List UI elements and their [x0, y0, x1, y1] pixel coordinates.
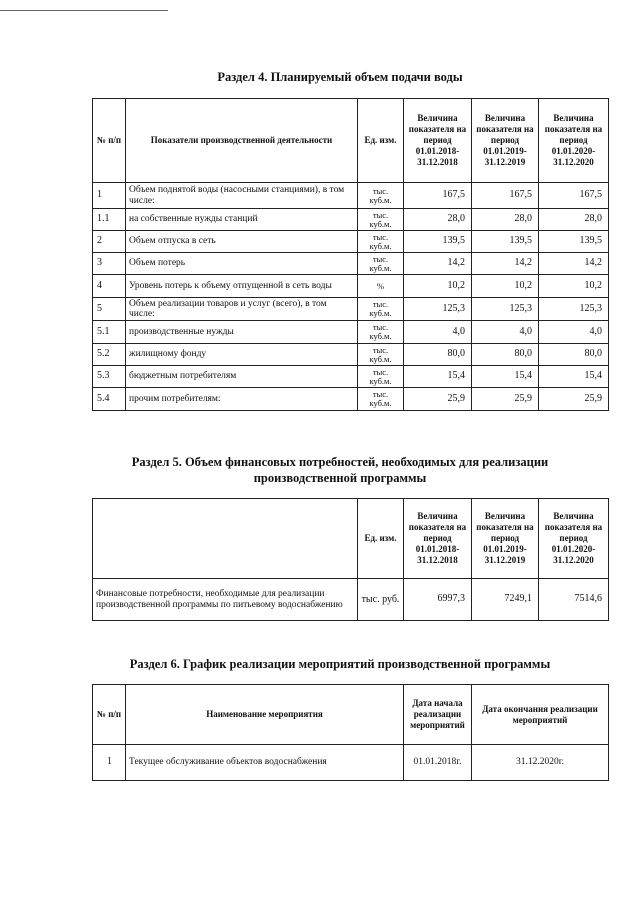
row-value-2018: 125,3 — [404, 298, 472, 321]
section6-header-row — [93, 685, 609, 745]
finance-needs-name: Финансовые потребности, необходимые для реализации производственной программы по питьевому водоснабжению — [93, 579, 358, 621]
row-value-2019: 15,4 — [472, 366, 539, 388]
activity-name: Текущее обслуживание объектов водоснабжения — [126, 745, 404, 781]
row-value-2018: 28,0 — [404, 209, 472, 231]
row-value-2020: 167,5 — [539, 183, 609, 209]
row-unit: тыс. куб.м. — [358, 183, 404, 209]
section6-num-header: № п/п — [93, 685, 126, 745]
table-row — [93, 344, 609, 366]
row-unit: тыс. куб.м. — [358, 298, 404, 321]
row-number: 5 — [93, 298, 126, 321]
row-number: 1 — [93, 183, 126, 209]
row-value-2018: 139,5 — [404, 231, 472, 253]
row-value-2018: 4,0 — [404, 321, 472, 344]
col-unit-header: Ед. изм. — [358, 99, 404, 183]
table-row — [93, 366, 609, 388]
section5-period-2018-header: Величина показателя на период 01.01.2018-31.12.2018 — [404, 499, 472, 579]
row-value-2020: 15,4 — [539, 366, 609, 388]
finance-needs-unit: тыс. руб. — [358, 579, 404, 621]
section6-start-header: Дата начала реализации мероприятий — [404, 685, 472, 745]
section6-end-header: Дата окончания реализации мероприятий — [472, 685, 609, 745]
row-unit: тыс. куб.м. — [358, 231, 404, 253]
finance-needs-2020: 7514,6 — [539, 579, 609, 621]
row-indicator-name: жилищному фонду — [126, 344, 358, 366]
row-indicator-name: Объем реализации товаров и услуг (всего), в том числе: — [126, 298, 358, 321]
row-number: 1.1 — [93, 209, 126, 231]
col-num-header: № п/п — [93, 99, 126, 183]
row-value-2019: 167,5 — [472, 183, 539, 209]
section5-table — [92, 498, 609, 621]
row-unit: % — [358, 275, 404, 298]
table-row — [93, 209, 609, 231]
row-number: 5.1 — [93, 321, 126, 344]
section5-blank-header — [93, 499, 358, 579]
col-period-2020-header: Величина показателя на период 01.01.2020-31.12.2020 — [539, 99, 609, 183]
table-row — [93, 579, 609, 621]
row-indicator-name: прочим потребителям: — [126, 388, 358, 411]
row-indicator-name: Объем поднятой воды (насосными станциями), в том числе: — [126, 183, 358, 209]
col-indicator-header: Показатели производственной деятельности — [126, 99, 358, 183]
row-value-2019: 28,0 — [472, 209, 539, 231]
col-period-2019-header: Величина показателя на период 01.01.2019-31.12.2019 — [472, 99, 539, 183]
row-unit: тыс. куб.м. — [358, 388, 404, 411]
row-value-2019: 139,5 — [472, 231, 539, 253]
row-number: 5.3 — [93, 366, 126, 388]
row-value-2020: 28,0 — [539, 209, 609, 231]
col-period-2018-header: Величина показателя на период 01.01.2018-31.12.2018 — [404, 99, 472, 183]
section5-header-row — [93, 499, 609, 579]
finance-needs-2018: 6997,3 — [404, 579, 472, 621]
table-row — [93, 388, 609, 411]
section5-unit-header: Ед. изм. — [358, 499, 404, 579]
row-value-2020: 4,0 — [539, 321, 609, 344]
row-value-2019: 10,2 — [472, 275, 539, 298]
row-value-2018: 15,4 — [404, 366, 472, 388]
row-value-2020: 14,2 — [539, 253, 609, 275]
row-value-2020: 139,5 — [539, 231, 609, 253]
row-number: 2 — [93, 231, 126, 253]
row-value-2020: 80,0 — [539, 344, 609, 366]
section5-title-line1: Раздел 5. Объем финансовых потребностей, необходимых для реализации — [131, 455, 549, 469]
section5-period-2019-header: Величина показателя на период 01.01.2019-31.12.2019 — [472, 499, 539, 579]
table-row — [93, 745, 609, 781]
section5-period-2020-header: Величина показателя на период 01.01.2020-31.12.2020 — [539, 499, 609, 579]
row-value-2020: 125,3 — [539, 298, 609, 321]
row-indicator-name: производственные нужды — [126, 321, 358, 344]
row-value-2018: 167,5 — [404, 183, 472, 209]
table-row — [93, 321, 609, 344]
section6-table — [92, 684, 609, 781]
row-value-2019: 14,2 — [472, 253, 539, 275]
row-number: 5.4 — [93, 388, 126, 411]
activity-start-date: 01.01.2018г. — [404, 745, 472, 781]
header-rule — [0, 10, 168, 11]
row-value-2019: 25,9 — [472, 388, 539, 411]
row-unit: тыс. куб.м. — [358, 253, 404, 275]
row-value-2019: 4,0 — [472, 321, 539, 344]
section4-title: Раздел 4. Планируемый объем подачи воды — [217, 70, 463, 84]
section6-name-header: Наименование мероприятия — [126, 685, 404, 745]
row-unit: тыс. куб.м. — [358, 321, 404, 344]
row-number: 3 — [93, 253, 126, 275]
section4-body — [93, 183, 609, 411]
row-unit: тыс. куб.м. — [358, 366, 404, 388]
table-row — [93, 183, 609, 209]
table-row — [93, 298, 609, 321]
row-unit: тыс. куб.м. — [358, 209, 404, 231]
row-indicator-name: Объем отпуска в сеть — [126, 231, 358, 253]
row-unit: тыс. куб.м. — [358, 344, 404, 366]
finance-needs-2019: 7249,1 — [472, 579, 539, 621]
row-indicator-name: Объем потерь — [126, 253, 358, 275]
row-value-2019: 80,0 — [472, 344, 539, 366]
row-value-2020: 10,2 — [539, 275, 609, 298]
row-number: 5.2 — [93, 344, 126, 366]
table-row — [93, 275, 609, 298]
activity-end-date: 31.12.2020г. — [472, 745, 609, 781]
row-indicator-name: на собственные нужды станций — [126, 209, 358, 231]
section4-header-row — [93, 99, 609, 183]
row-indicator-name: бюджетным потребителям — [126, 366, 358, 388]
row-value-2018: 10,2 — [404, 275, 472, 298]
row-value-2019: 125,3 — [472, 298, 539, 321]
activity-number: 1 — [93, 745, 126, 781]
table-row — [93, 231, 609, 253]
row-number: 4 — [93, 275, 126, 298]
section5-title-line2: производственной программы — [253, 471, 427, 485]
row-value-2018: 80,0 — [404, 344, 472, 366]
row-indicator-name: Уровень потерь к объему отпущенной в сеть воды — [126, 275, 358, 298]
row-value-2020: 25,9 — [539, 388, 609, 411]
section6-title: Раздел 6. График реализации мероприятий производственной программы — [129, 657, 551, 671]
table-row — [93, 253, 609, 275]
section4-table — [92, 98, 609, 411]
row-value-2018: 14,2 — [404, 253, 472, 275]
row-value-2018: 25,9 — [404, 388, 472, 411]
